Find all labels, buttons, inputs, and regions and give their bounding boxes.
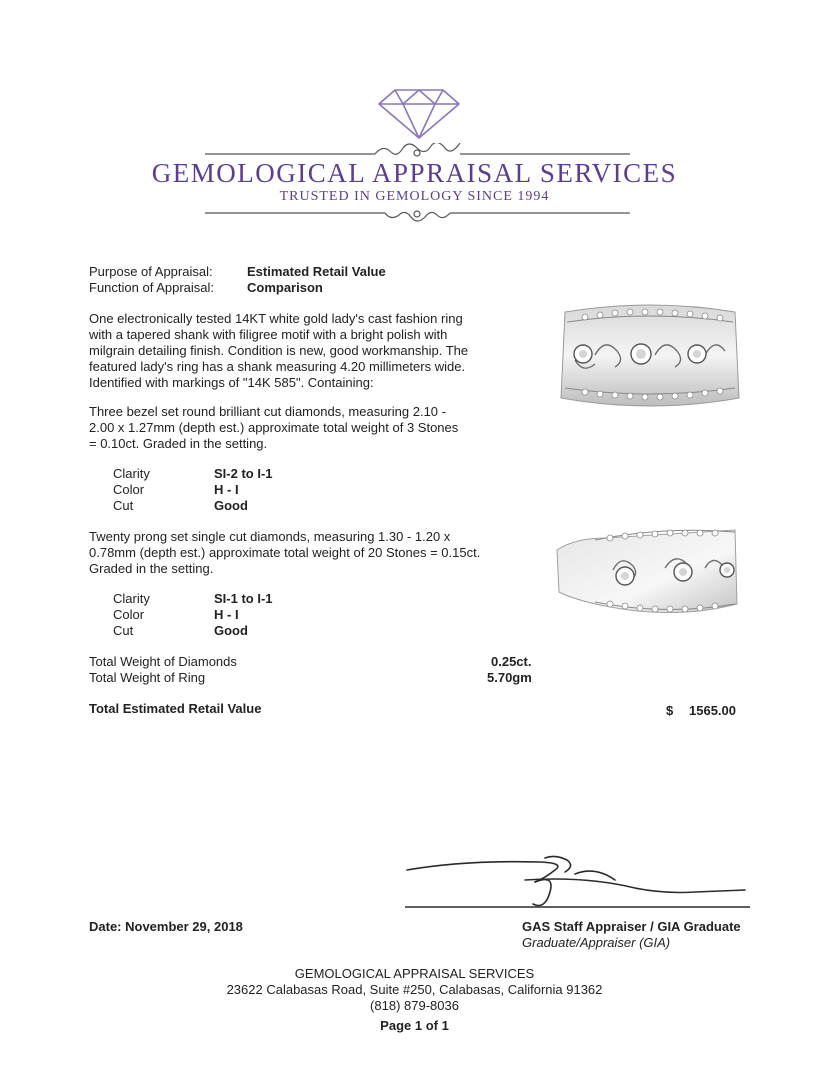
footer-address: 23622 Calabasas Road, Suite #250, Calabasas, California 91362	[226, 982, 603, 997]
appraisal-date: Date: November 29, 2018	[89, 919, 243, 934]
total-ring-weight-value: 5.70gm	[487, 670, 532, 685]
clarity-label-1: Clarity	[113, 466, 150, 481]
footer-company: GEMOLOGICAL APPRAISAL SERVICES	[294, 966, 535, 981]
stone-group-1-description: Three bezel set round brilliant cut diamonds, measuring 2.10 - 2.00 x 1.27mm (depth est.) approximate total weight of 3 Stones = 0.10ct. Graded in the setting.	[89, 404, 459, 451]
clarity-label-2: Clarity	[113, 591, 150, 606]
color-value-1: H - I	[214, 482, 239, 497]
clarity-value-1: SI-2 to I-1	[214, 466, 273, 481]
total-ring-weight-label: Total Weight of Ring	[89, 670, 206, 685]
currency-symbol: $	[666, 703, 674, 718]
page-number: Page 1 of 1	[380, 1018, 449, 1033]
diamond-icon	[377, 88, 461, 140]
cut-label-1: Cut	[113, 498, 134, 513]
footer-phone: (818) 879-8036	[370, 998, 459, 1013]
function-label: Function of Appraisal:	[89, 280, 215, 295]
function-value: Comparison	[247, 280, 323, 295]
clarity-value-2: SI-1 to I-1	[214, 591, 273, 606]
total-diamond-weight-value: 0.25ct.	[491, 654, 532, 669]
color-label-1: Color	[113, 482, 145, 497]
ring-photo-front	[555, 300, 745, 415]
ornament-bottom	[205, 204, 630, 224]
appraiser-subtitle: Graduate/Appraiser (GIA)	[522, 935, 671, 950]
cut-value-1: Good	[214, 498, 248, 513]
total-diamond-weight-label: Total Weight of Diamonds	[89, 654, 237, 669]
purpose-value: Estimated Retail Value	[247, 264, 386, 279]
color-value-2: H - I	[214, 607, 239, 622]
color-label-2: Color	[113, 607, 145, 622]
total-retail-value-label: Total Estimated Retail Value	[89, 701, 262, 716]
cut-value-2: Good	[214, 623, 248, 638]
company-tagline: TRUSTED IN GEMOLOGY SINCE 1994	[279, 189, 550, 204]
item-description: One electronically tested 14KT white gold lady's cast fashion ring with a tapered shank with filigree motif with a bright polish with milgrain detailing finish. Condition is new, good workmanship. The featured lady's ring has a shank measuring 4.20 millimeters wide. Identified with markings of "14K 585". Containing:	[89, 311, 469, 390]
ring-photo-angle	[555, 520, 740, 625]
stone-group-2-description: Twenty prong set single cut diamonds, measuring 1.30 - 1.20 x 0.78mm (depth est.) approximate total weight of 20 Stones = 0.15ct. Graded in the setting.	[89, 529, 481, 576]
purpose-label: Purpose of Appraisal:	[89, 264, 213, 279]
appraiser-title: GAS Staff Appraiser / GIA Graduate	[522, 919, 741, 934]
total-retail-value: 1565.00	[689, 703, 736, 718]
cut-label-2: Cut	[113, 623, 134, 638]
company-logo-title: GEMOLOGICAL APPRAISAL SERVICES	[151, 158, 678, 188]
appraiser-signature	[405, 852, 750, 914]
